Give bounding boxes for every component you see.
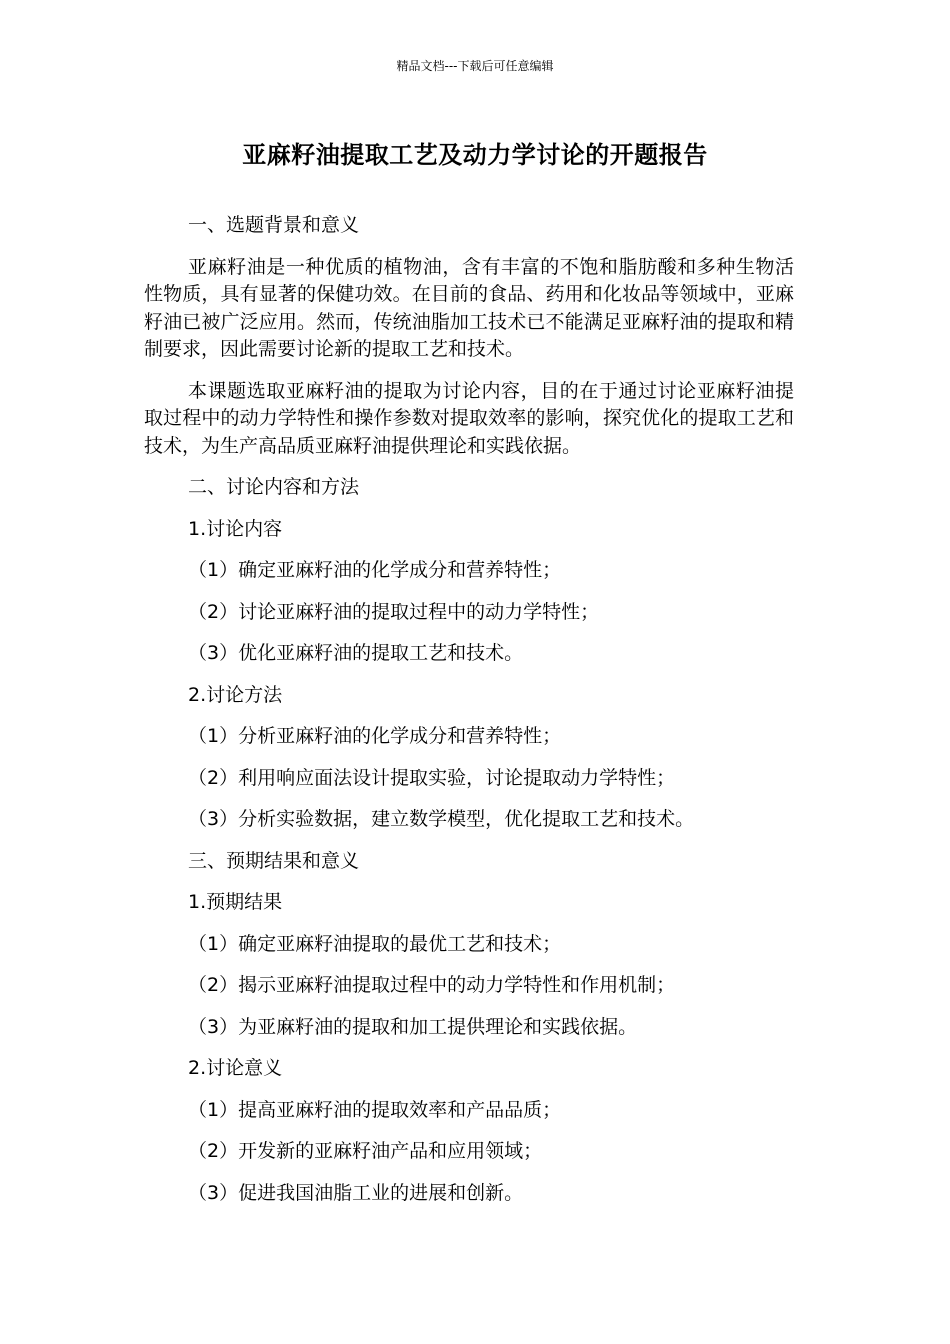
paragraph-background-2: 本课题选取亚麻籽油的提取为讨论内容，目的在于通过讨论亚麻籽油提取过程中的动力学特性和操作参数对提取效率的影响，探究优化的提取工艺和技术，为生产高品质亚麻籽油提供理论和实践依据。 xyxy=(144,379,794,457)
list-item: （2）利用响应面法设计提取实验，讨论提取动力学特性； xyxy=(188,766,676,789)
subheading-significance: 2.讨论意义 xyxy=(188,1057,283,1079)
list-item: （3）促进我国油脂工业的进展和创新。 xyxy=(188,1181,524,1204)
list-item: （2）讨论亚麻籽油的提取过程中的动力学特性； xyxy=(188,600,600,623)
list-item: （2）揭示亚麻籽油提取过程中的动力学特性和作用机制； xyxy=(188,974,676,996)
section-heading-content-methods: 二、讨论内容和方法 xyxy=(188,476,360,498)
list-item: （1）分析亚麻籽油的化学成分和营养特性； xyxy=(188,725,562,747)
paragraph-background-1: 亚麻籽油是一种优质的植物油，含有丰富的不饱和脂肪酸和多种生物活性物质，具有显著的保健功效。在目前的食品、药用和化妆品等领域中，亚麻籽油已被广泛应用。然而，传统油脂加工技术已不能满足亚麻籽油的提取和精制要求，因此需要讨论新的提取工艺和技术。 xyxy=(144,255,794,360)
list-item: （1）确定亚麻籽油的化学成分和营养特性； xyxy=(188,559,562,581)
page-header: 精品文档---下载后可任意编辑 xyxy=(396,59,554,73)
list-item: （1）提高亚麻籽油的提取效率和产品品质； xyxy=(188,1098,562,1121)
subheading-content: 1.讨论内容 xyxy=(188,517,283,540)
subheading-expected-results: 1.预期结果 xyxy=(188,891,283,913)
document-title: 亚麻籽油提取工艺及动力学讨论的开题报告 xyxy=(242,141,708,169)
list-item: （3）优化亚麻籽油的提取工艺和技术。 xyxy=(188,642,524,664)
section-heading-background: 一、选题背景和意义 xyxy=(188,214,360,236)
list-item: （2）开发新的亚麻籽油产品和应用领域； xyxy=(188,1140,543,1162)
document-body xyxy=(144,212,794,1221)
section-heading-expected-results: 三、预期结果和意义 xyxy=(188,849,360,872)
list-item: （3）分析实验数据，建立数学模型，优化提取工艺和技术。 xyxy=(188,808,695,830)
list-item: （3）为亚麻籽油的提取和加工提供理论和实践依据。 xyxy=(188,1015,638,1038)
list-item: （1）确定亚麻籽油提取的最优工艺和技术； xyxy=(188,932,562,955)
subheading-methods: 2.讨论方法 xyxy=(188,683,283,706)
